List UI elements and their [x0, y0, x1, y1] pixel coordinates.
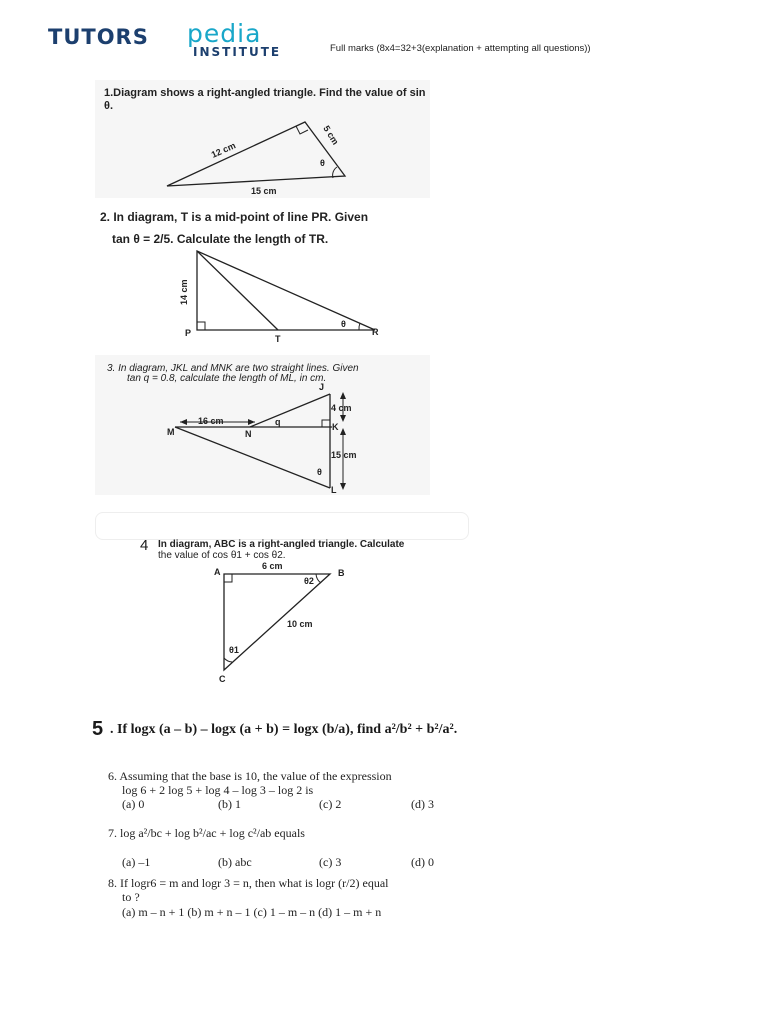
- q2-label-T: T: [275, 334, 281, 344]
- q3-label-M: M: [167, 427, 175, 437]
- q7-option-d: (d) 0: [411, 855, 434, 869]
- q4-label-A: A: [214, 567, 221, 577]
- q7-option-c: (c) 3: [319, 855, 342, 869]
- q3-label-theta: θ: [317, 467, 322, 477]
- q3-label-N: N: [245, 429, 252, 439]
- full-marks-note: Full marks (8x4=32+3(explanation + attempting all questions)): [330, 43, 591, 54]
- q2-label-R: R: [372, 327, 379, 337]
- question-5-text: . If logx (a – b) – logx (a + b) = logx (b/a), find a²/b² + b²/a².: [110, 722, 458, 737]
- question-2-diagram: [95, 245, 435, 345]
- q1-label-15cm: 15 cm: [251, 186, 277, 196]
- question-2-line2: tan θ = 2/5. Calculate the length of TR.: [112, 232, 329, 246]
- q4-label-10cm: 10 cm: [287, 619, 313, 629]
- q1-label-5cm: 5 cm: [321, 123, 341, 147]
- logo-institute: INSTITUTE: [193, 45, 282, 59]
- q6-option-a: (a) 0: [122, 797, 145, 811]
- q4-stray-shape: [95, 512, 469, 540]
- q6-option-c: (c) 2: [319, 797, 342, 811]
- q2-label-theta: θ: [341, 319, 346, 329]
- q3-label-16cm: 16 cm: [198, 416, 224, 426]
- logo-pedia: pedia: [187, 19, 262, 48]
- q4-label-C: C: [219, 674, 226, 684]
- q7-option-b: (b) abc: [218, 855, 252, 869]
- question-7-text: 7. log a²/bc + log b²/ac + log c²/ab equals: [108, 826, 305, 840]
- q3-label-15cm: 15 cm: [331, 450, 357, 460]
- q3-label-K: K: [332, 422, 339, 432]
- q1-label-12cm: 12 cm: [209, 140, 238, 160]
- question-3-line1: 3. In diagram, JKL and MNK are two straight lines. Given: [107, 363, 359, 374]
- q6-option-d: (d) 3: [411, 797, 434, 811]
- q6-option-b: (b) 1: [218, 797, 241, 811]
- question-1-diagram: [95, 110, 435, 200]
- question-3-diagram: [95, 380, 435, 498]
- question-4-number: 4: [140, 537, 149, 554]
- q3-label-L: L: [331, 485, 337, 495]
- q2-label-14cm: 14 cm: [179, 279, 189, 305]
- q3-label-q: q: [275, 417, 281, 427]
- q3-label-4cm: 4 cm: [331, 403, 352, 413]
- q8-options: (a) m – n + 1 (b) m + n – 1 (c) 1 – m – n (d) 1 – m + n: [122, 905, 382, 919]
- question-1-text: 1.Diagram shows a right-angled triangle. Find the value of sin θ.: [104, 87, 426, 112]
- q2-label-P: P: [185, 328, 192, 338]
- q7-option-a: (a) –1: [122, 855, 151, 869]
- q3-label-J: J: [319, 382, 325, 392]
- question-4-diagram: [200, 558, 360, 688]
- question-5-number: 5: [92, 718, 104, 740]
- q4-label-theta1: θ1: [229, 645, 239, 655]
- question-8-line2: to ?: [122, 890, 140, 904]
- q4-label-6cm: 6 cm: [262, 561, 283, 571]
- question-6-line2: log 6 + 2 log 5 + log 4 – log 3 – log 2 is: [122, 783, 314, 797]
- question-6-line1: 6. Assuming that the base is 10, the value of the expression: [108, 769, 392, 783]
- q1-label-theta: θ: [320, 158, 325, 168]
- question-8-line1: 8. If logr6 = m and logr 3 = n, then what is logr (r/2) equal: [108, 876, 389, 890]
- logo-tutors: TUTORS: [48, 25, 149, 49]
- question-4-line1: In diagram, ABC is a right-angled triangle. Calculate: [158, 539, 405, 550]
- question-4-line2: the value of cos θ1 + cos θ2.: [158, 550, 286, 561]
- question-3-line2: tan q = 0.8, calculate the length of ML, in cm.: [127, 373, 327, 384]
- question-2-line1: 2. In diagram, T is a mid-point of line PR. Given: [100, 210, 369, 224]
- q4-label-theta2: θ2: [304, 576, 314, 586]
- q4-label-B: B: [338, 568, 345, 578]
